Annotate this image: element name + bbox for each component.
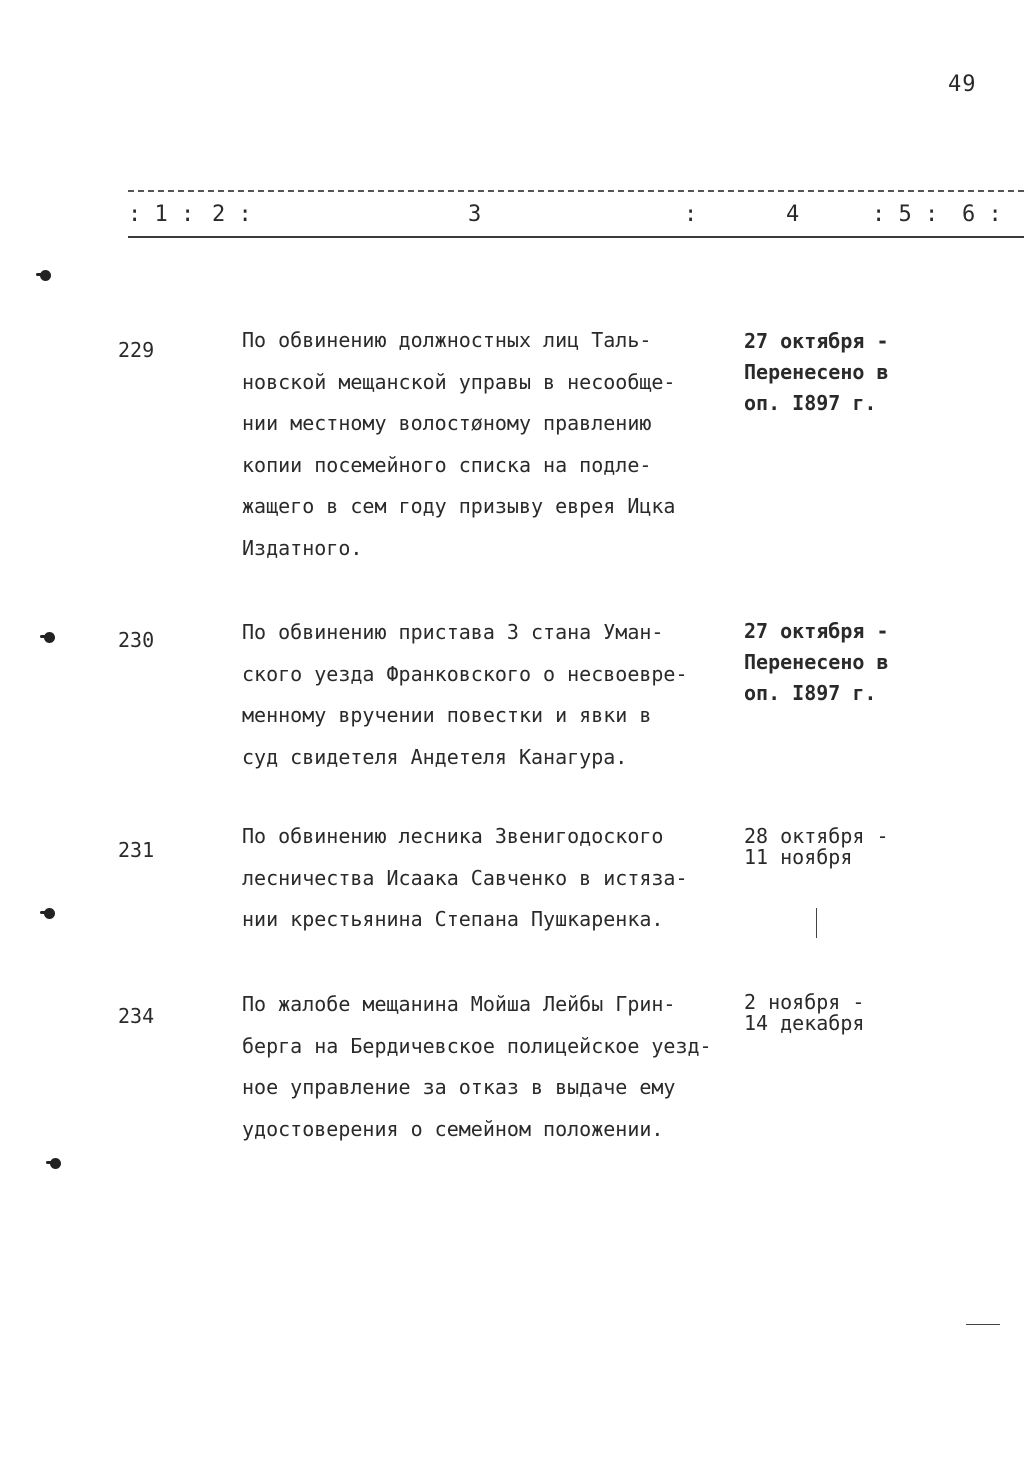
entry-description: По жалобе мещанина Мойша Лейбы Грин- берга на Бердичевское полицейское уезд- ное управление за отказ в выдаче ему удостоверения о семейном положении. [242, 992, 712, 1141]
page-number: 49 [948, 72, 977, 97]
entry-description: По обвинению лесника Звенигодоского лесничества Исаака Савченко в истяза- нии крестьянина Степана Пушкаренка. [242, 824, 688, 931]
column-header-2: 2 : [212, 202, 252, 227]
column-header-6: 6 : [962, 202, 1002, 227]
entry-dates: 2 ноября - 14 декабря [744, 990, 865, 1035]
entry-number: 229 [118, 338, 155, 362]
entry-dates: 27 октября - Перенесено в оп. I897 г. [744, 329, 889, 415]
column-separator: : [684, 202, 698, 227]
stray-mark [816, 908, 817, 938]
column-header-4: 4 [786, 202, 800, 227]
punch-hole-mark [44, 632, 55, 643]
entry-number: 230 [118, 628, 155, 652]
entry-dates: 28 октября - 11 ноября [744, 824, 889, 869]
column-header-1: : 1 : [128, 202, 195, 227]
table-top-rule [128, 190, 1024, 192]
punch-hole-mark [44, 908, 55, 919]
entry-description: По обвинению должностных лиц Таль- новской мещанской управы в несообще- нии местному волостøному правлению копии посемейного списка на подле- жащего в сем году призыву еврея Ицка Издатного. [242, 328, 676, 560]
entry-number: 231 [118, 838, 155, 862]
column-header-3: 3 [468, 202, 482, 227]
entry-number: 234 [118, 1004, 155, 1028]
stray-mark [966, 1324, 1000, 1325]
column-header-5: : 5 : [872, 202, 939, 227]
entry-dates: 27 октября - Перенесено в оп. I897 г. [744, 619, 889, 705]
punch-hole-mark [40, 270, 51, 281]
table-header-rule [128, 236, 1024, 238]
entry-description: По обвинению пристава 3 стана Уман- ского уезда Франковского о несвоевре- менному вручении повестки и явки в суд свидетеля Андетеля Канагура. [242, 620, 688, 769]
punch-hole-mark [50, 1158, 61, 1169]
